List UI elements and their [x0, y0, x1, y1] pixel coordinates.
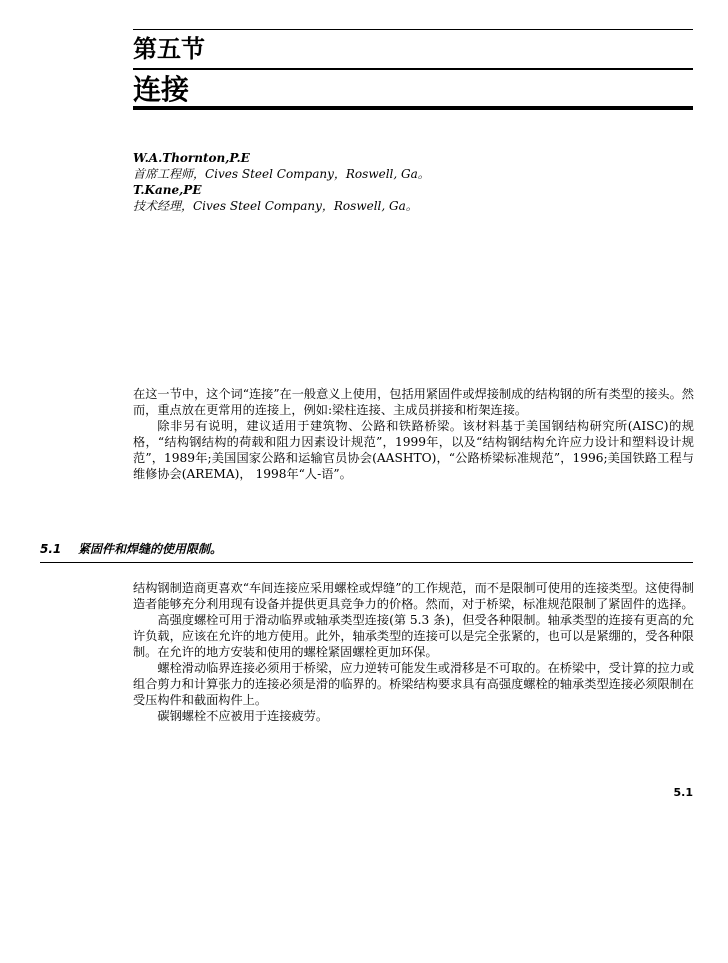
author-name: W.A.Thornton,P.E	[133, 151, 250, 165]
body-paragraph: 螺栓滑动临界连接必须用于桥梁，应力逆转可能发生或滑移是不可取的。在桥梁中，受计算的拉力或组合剪力和计算张力的连接必须是滑的临界的。桥梁结构要求具有高强度螺栓的轴承类型连接必须限制在受压构件和截面构件上。	[133, 661, 694, 707]
intro-text	[133, 386, 694, 482]
body-paragraph: 高强度螺栓可用于滑动临界或轴承类型连接(第 5.3 条)，但受各种限制。轴承类型的连接有更高的允许负载，应该在允许的地方使用。此外，轴承类型的连接可以是完全张紧的，也可以是紧绷的，受各种限制。在允许的地方安装和使用的螺栓紧固螺栓更加环保。	[133, 613, 694, 659]
header-middle-rule	[133, 68, 693, 70]
author-affiliation: 首席工程师，Cives Steel Company，Roswell, Ga。	[133, 167, 430, 181]
section-number: 5.1	[40, 542, 62, 556]
section-body	[133, 580, 694, 724]
author-block	[133, 150, 693, 214]
section-label: 第五节	[133, 35, 205, 63]
intro-paragraph: 在这一节中，这个词“连接”在一般意义上使用，包括用紧固件或焊接制成的结构钢的所有类型的接头。然而，重点放在更常用的连接上，例如:梁柱连接、主成员拼接和桁架连接。	[133, 387, 694, 417]
author-name: T.Kane,PE	[133, 183, 202, 197]
chapter-title: 连接	[133, 73, 190, 106]
body-paragraph: 结构钢制造商更喜欢“车间连接应采用螺栓或焊缝”的工作规范，而不是限制可使用的连接类型。这使得制造者能够充分利用现有设备并提供更具竞争力的价格。然而，对于桥梁，标准规范限制了紧固件的选择。	[133, 581, 694, 611]
page-number: 5.1	[673, 786, 693, 799]
author-affiliation: 技术经理，Cives Steel Company，Roswell, Ga。	[133, 199, 418, 213]
section-rule	[40, 562, 693, 563]
section-title: 紧固件和焊缝的使用限制。	[78, 542, 223, 556]
header-thick-rule	[133, 106, 693, 110]
intro-paragraph: 除非另有说明，建议适用于建筑物、公路和铁路桥梁。该材料基于美国钢结构研究所(AISC)的规格，“结构钢结构的荷载和阻力因素设计规范”，1999年，以及“结构钢结构允许应力设计和塑料设计规范”，1989年;美国国家公路和运输官员协会(AASHTO)，“公路桥梁标准规范”，1996;美国铁路工程与维修协会(AREMA)， 1998年“人-语”。	[133, 419, 694, 481]
body-paragraph: 碳钢螺栓不应被用于连接疲劳。	[157, 709, 329, 723]
header-top-rule	[133, 29, 693, 30]
section-heading	[40, 541, 222, 557]
